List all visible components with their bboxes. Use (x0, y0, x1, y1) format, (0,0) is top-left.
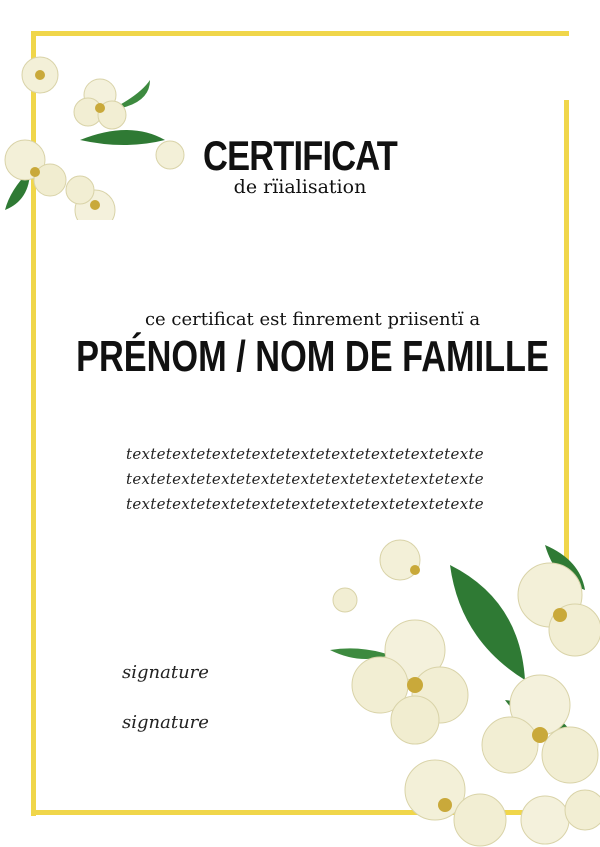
flower (352, 620, 468, 744)
body-line: textetextetextetextetextetextetextetextetexte (126, 445, 484, 463)
recipient-name: PRÉNOM / NOM DE FAMILLE (76, 332, 549, 381)
presented-line: ce certificat est finrement priisentï a (144, 309, 481, 330)
body-text (100, 442, 510, 517)
signature-line-2: signature (122, 712, 209, 733)
certificate-title: CERTIFICAT (203, 132, 397, 179)
flower (74, 79, 126, 129)
flower (380, 540, 420, 580)
certificate-subtitle: de rïialisation (233, 176, 367, 198)
body-line: textetextetextetextetextetextetextetextetexte (126, 495, 484, 513)
bud (333, 588, 357, 612)
flower (22, 57, 58, 93)
flower (518, 563, 600, 656)
flower (521, 790, 600, 844)
signature-line-1: signature (122, 662, 209, 683)
flower (405, 760, 506, 846)
frame-top-border (31, 31, 569, 36)
body-line: textetextetextetextetextetextetextetextetexte (126, 470, 484, 488)
flower (482, 675, 598, 783)
flower-cluster-bottom-right (320, 520, 600, 847)
